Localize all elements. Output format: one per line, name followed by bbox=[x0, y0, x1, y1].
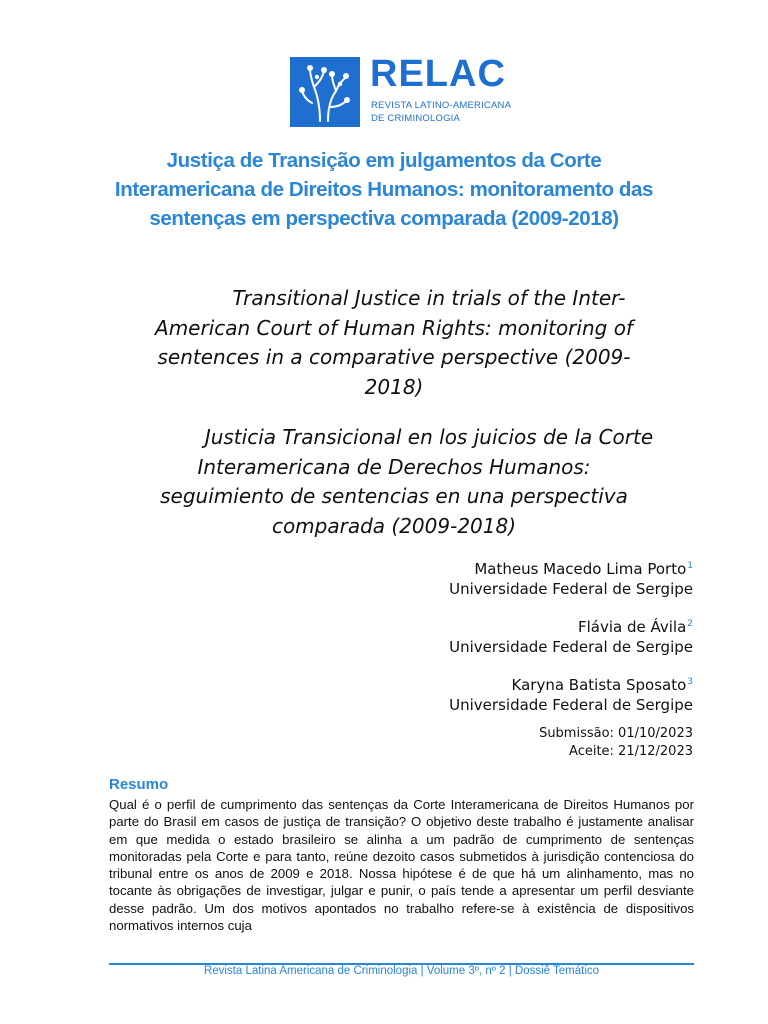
logo-subtitle-line-2: DE CRIMINOLOGIA bbox=[371, 113, 461, 124]
author-list bbox=[449, 556, 693, 730]
author-1 bbox=[449, 556, 693, 599]
title-english-line-4: 2018) bbox=[364, 374, 424, 399]
title-english-line-2: American Court of Human Rights: monitoring of bbox=[155, 315, 633, 340]
author-affiliation: Universidade Federal de Sergipe bbox=[449, 696, 693, 714]
journal-logo bbox=[290, 53, 520, 127]
title-spanish-line-2: Interamericana de Derechos Humanos: bbox=[197, 454, 591, 479]
footnote-link[interactable]: 1 bbox=[687, 561, 693, 571]
page-footer: Revista Latina Americana de Criminologia | Volume 3º, nº 2 | Dossiê Temático bbox=[203, 965, 600, 977]
abstract-heading: Resumo bbox=[109, 776, 169, 793]
journal-logo-name: RELAC bbox=[370, 53, 506, 95]
logo-subtitle-line-1: REVISTA LATINO-AMERICANA bbox=[371, 100, 512, 111]
author-affiliation: Universidade Federal de Sergipe bbox=[449, 638, 693, 656]
footnote-link[interactable]: 2 bbox=[687, 619, 693, 629]
title-spanish-line-4: comparada (2009-2018) bbox=[271, 513, 517, 538]
title-english bbox=[100, 284, 688, 402]
title-spanish bbox=[100, 423, 688, 541]
title-english-line-1: Transitional Justice in trials of the Inter- bbox=[232, 286, 626, 310]
author-name: Flávia de Ávila$^2$ bbox=[577, 618, 693, 636]
title-spanish-line-1: Justicia Transicional en los juicios de la Corte bbox=[204, 425, 654, 449]
author-name: Karyna Batista Sposato$^3$ bbox=[511, 676, 693, 694]
acceptance-date: Aceite: 21/12/2023 bbox=[569, 744, 693, 759]
author-2 bbox=[449, 614, 693, 657]
title-spanish-line-3: seguimiento de sentencias en una perspectiva bbox=[160, 484, 628, 508]
title-portuguese: Justiça de Transição em julgamentos da Corte Interamericana de Direitos Humanos: monitoramento das sentenças em perspectiva comparada (2009-2018) bbox=[114, 149, 654, 230]
abstract-text: Qual é o perfil de cumprimento das sentenças da Corte Interamericana de Direitos Humanos por parte do Brasil em casos de justiça de transição? O objetivo deste trabalho é justamente analisar em que medida o estado brasileiro se alinha a um padrão de cumprimento de sentenças monitoradas pela Corte e para tanto, reúne dezoito casos submetidos à jurisdição contenciosa do tribunal entre os anos de 2009 e 2018. Nossa hipótese é de que há um alinhamento, mas no tocante às obrigações de investigar, julgar e punir, o país tende a apresentar um perfil desviante desse padrão. Um dos motivos apontados no trabalho refere-se à existência de dispositivos normativos internos cuja bbox=[109, 797, 694, 934]
author-name: Matheus Macedo Lima Porto$^1$ bbox=[474, 560, 693, 578]
journal-logo-subtitle bbox=[371, 99, 511, 125]
submission-date: Submissão: 01/10/2023 bbox=[539, 726, 693, 741]
author-3 bbox=[449, 672, 693, 715]
plant-sprigs-icon bbox=[290, 57, 360, 127]
author-affiliation: Universidade Federal de Sergipe bbox=[449, 580, 693, 598]
title-english-line-3: sentences in a comparative perspective (2009- bbox=[157, 345, 631, 369]
submission-dates bbox=[539, 725, 693, 761]
footnote-link[interactable]: 3 bbox=[687, 677, 693, 687]
